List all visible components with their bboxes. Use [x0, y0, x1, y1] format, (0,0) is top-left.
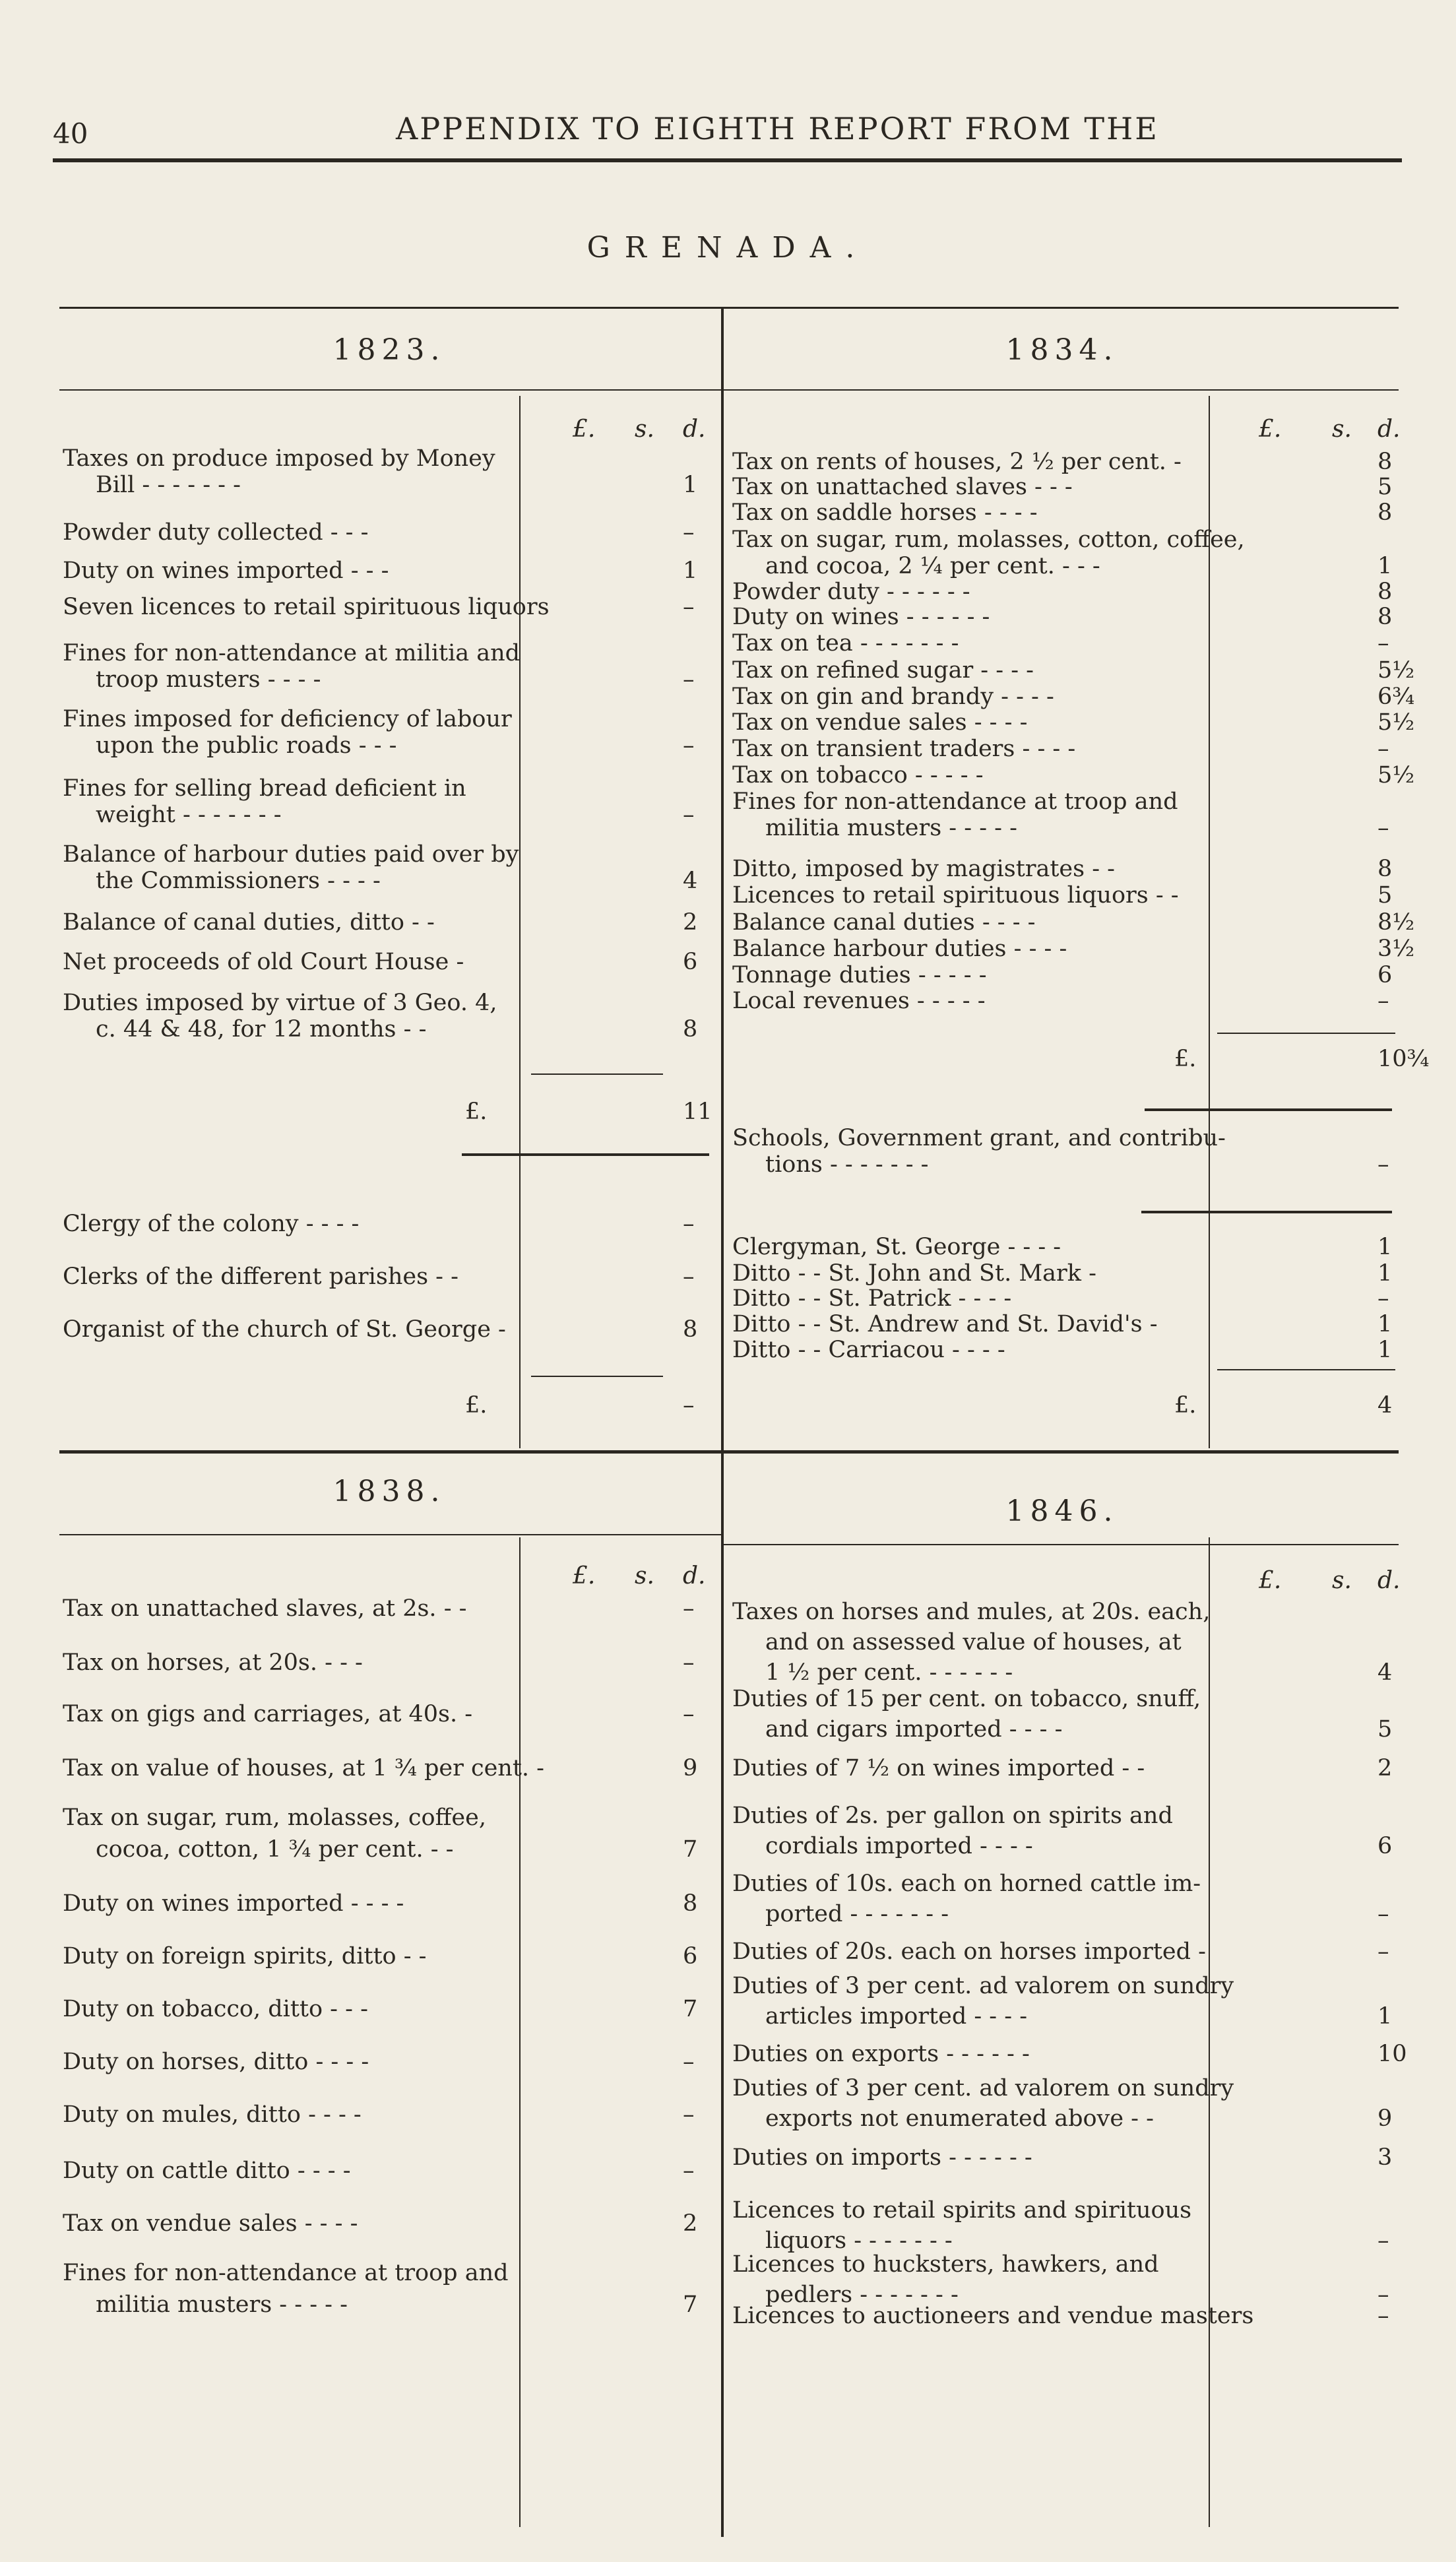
row-label: £.: [1174, 1392, 1197, 1419]
pence-value: –: [1377, 1901, 1389, 1927]
row-label: Tax on transient traders - - - -: [732, 736, 1076, 762]
pence-value: 8: [683, 1016, 698, 1042]
pence-value: –: [1377, 1285, 1389, 1312]
row-label: the Commissioners - - - -: [96, 868, 381, 894]
row-label: tions - - - - - - -: [765, 1151, 929, 1178]
pence-value: 8: [1377, 579, 1393, 605]
row-label: Clergy of the colony - - - -: [63, 1211, 360, 1237]
row-label: Tax on refined sugar - - - -: [732, 657, 1034, 684]
pence-value: –: [683, 802, 695, 828]
row-label: weight - - - - - - -: [96, 802, 282, 828]
divider-1823-amount: [519, 396, 521, 1448]
page-title: GRENADA.: [586, 231, 870, 265]
row-label: Clergyman, St. George - - - -: [732, 1234, 1061, 1260]
row-label: Tax on vendue sales - - - -: [732, 709, 1028, 736]
shillings-header: s.: [1332, 1567, 1352, 1594]
row-label: Taxes on produce imposed by Money: [63, 445, 495, 472]
row-label: Fines for selling bread deficient in: [63, 775, 466, 802]
rule-1823-section-break: [462, 1153, 709, 1156]
pence-value: –: [1377, 1151, 1389, 1178]
pence-value: –: [683, 2101, 695, 2128]
row-label: Organist of the church of St. George -: [63, 1316, 506, 1343]
row-label: Duties of 10s. each on horned cattle im-: [732, 1871, 1201, 1897]
row-label: upon the public roads - - -: [96, 732, 397, 759]
row-label: Fines for non-attendance at troop and: [63, 2260, 509, 2286]
pence-value: 7: [683, 2291, 698, 2318]
pence-value: 8: [683, 1890, 698, 1917]
pence-value: –: [683, 732, 695, 759]
pence-value: 1: [1377, 1234, 1393, 1260]
pence-value: 1: [1377, 1260, 1393, 1287]
pence-value: 8: [1377, 449, 1393, 475]
row-label: Schools, Government grant, and contribu-: [732, 1125, 1226, 1151]
row-label: Powder duty - - - - - -: [732, 579, 970, 605]
row-label: Duty on wines imported - - - -: [63, 1890, 404, 1917]
shillings-header: s.: [635, 416, 654, 443]
rule-1834-head: [724, 389, 1399, 391]
rule-1834-exp-total: [1217, 1369, 1395, 1370]
row-label: £.: [465, 1099, 488, 1125]
header-rule: [53, 158, 1402, 162]
pence-value: 9: [683, 1755, 698, 1781]
year-1846: 1846.: [1005, 1494, 1119, 1528]
row-label: and on assessed value of houses, at: [765, 1629, 1182, 1655]
pence-value: 4: [1377, 1659, 1393, 1686]
row-label: Ditto - - St. John and St. Mark -: [732, 1260, 1096, 1287]
divider-1846-amount: [1209, 1537, 1210, 2527]
row-label: cordials imported - - - -: [765, 1833, 1033, 1859]
year-1834: 1834.: [1005, 333, 1119, 367]
pence-value: 2: [683, 2210, 698, 2237]
pence-value: 8½: [1377, 909, 1415, 936]
pence-value: –: [1377, 815, 1389, 841]
pence-value: 7: [683, 1996, 698, 2022]
rule-1838-head: [59, 1534, 721, 1535]
table-top-rule: [59, 307, 1399, 309]
row-label: ported - - - - - - -: [765, 1901, 949, 1927]
rule-1834-schools-break: [1141, 1211, 1392, 1213]
running-title: APPENDIX TO EIGHTH REPORT FROM THE: [396, 111, 1159, 146]
row-label: Tax on sugar, rum, molasses, coffee,: [63, 1805, 486, 1831]
pence-value: 7: [683, 1836, 698, 1863]
pence-value: 4: [1377, 1392, 1393, 1419]
row-label: Duties of 20s. each on horses imported -: [732, 1938, 1206, 1965]
row-label: Tax on tea - - - - - - -: [732, 630, 959, 657]
row-label: liquors - - - - - - -: [765, 2227, 953, 2254]
pence-value: –: [1377, 630, 1389, 657]
pence-value: 1: [1377, 1337, 1393, 1363]
year-1838: 1838.: [332, 1475, 446, 1508]
pence-value: 5½: [1377, 657, 1415, 684]
pence-value: 4: [683, 868, 698, 894]
rule-1823-head: [59, 389, 721, 391]
pounds-header: £.: [573, 1562, 596, 1589]
pence-value: 8: [683, 1316, 698, 1343]
pounds-header: £.: [1259, 1567, 1282, 1594]
pence-value: –: [683, 2049, 695, 2075]
row-label: Tax on horses, at 20s. - - -: [63, 1649, 363, 1676]
row-label: Tax on unattached slaves - - -: [732, 474, 1073, 500]
row-label: Fines imposed for deficiency of labour: [63, 706, 512, 732]
rule-1823-exp-total: [531, 1376, 663, 1377]
row-label: Tax on sugar, rum, molasses, cotton, coffee,: [732, 527, 1245, 553]
row-label: Duties on imports - - - - - -: [732, 2144, 1032, 2171]
pence-value: 1: [683, 472, 698, 498]
pence-value: –: [683, 594, 695, 620]
pence-value: 10¾: [1377, 1046, 1430, 1072]
pounds-header: £.: [573, 416, 596, 443]
pence-value: 5½: [1377, 709, 1415, 736]
rule-1846-head: [724, 1544, 1399, 1545]
row-label: Duties imposed by virtue of 3 Geo. 4,: [63, 990, 497, 1016]
pence-value: 5: [1377, 882, 1393, 909]
pence-header: d.: [683, 416, 706, 443]
pence-value: 3½: [1377, 936, 1415, 962]
pence-value: –: [683, 666, 695, 693]
divider-1834-amount: [1209, 396, 1210, 1448]
pence-value: 6¾: [1377, 684, 1415, 710]
pence-value: 5: [1377, 474, 1393, 500]
pence-value: 3: [1377, 2144, 1393, 2171]
year-1823: 1823.: [332, 333, 446, 367]
row-label: Seven licences to retail spirituous liquors: [63, 594, 550, 620]
row-label: Tax on rents of houses, 2 ½ per cent. -: [732, 449, 1182, 475]
pence-value: 6: [1377, 1833, 1393, 1859]
pence-value: 10: [1377, 2041, 1407, 2067]
rule-1834-section-break: [1145, 1108, 1392, 1111]
pence-value: 8: [1377, 856, 1393, 882]
pence-value: 2: [1377, 1755, 1393, 1781]
pence-value: –: [683, 1701, 695, 1727]
row-label: £.: [465, 1392, 488, 1419]
row-label: Fines for non-attendance at troop and: [732, 788, 1178, 815]
row-label: Tax on vendue sales - - - -: [63, 2210, 358, 2237]
pence-value: 6: [683, 1943, 698, 1970]
pence-value: –: [683, 1211, 695, 1237]
row-label: Licences to auctioneers and vendue masters: [732, 2303, 1254, 2329]
pence-value: 8: [1377, 499, 1393, 526]
pence-value: 1: [1377, 1311, 1393, 1337]
row-label: militia musters - - - - -: [765, 815, 1017, 841]
row-label: Duty on tobacco, ditto - - -: [63, 1996, 368, 2022]
pence-header: d.: [1377, 1567, 1401, 1594]
row-label: Balance canal duties - - - -: [732, 909, 1036, 936]
pence-value: –: [1377, 736, 1389, 762]
row-label: Bill - - - - - - -: [96, 472, 241, 498]
row-label: exports not enumerated above - -: [765, 2105, 1154, 2132]
pence-value: 9: [1377, 2105, 1393, 2132]
row-label: Duties of 3 per cent. ad valorem on sundry: [732, 2075, 1234, 2101]
pence-value: –: [683, 519, 695, 546]
row-label: Ditto - - St. Patrick - - - -: [732, 1285, 1012, 1312]
row-label: and cocoa, 2 ¼ per cent. - - -: [765, 553, 1100, 579]
row-label: Tax on gigs and carriages, at 40s. -: [63, 1701, 473, 1727]
row-label: Duty on horses, ditto - - - -: [63, 2049, 369, 2075]
row-label: militia musters - - - - -: [96, 2291, 348, 2318]
pence-value: –: [1377, 2303, 1389, 2329]
row-label: Ditto - - St. Andrew and St. David's -: [732, 1311, 1158, 1337]
pence-value: –: [1377, 988, 1389, 1014]
row-label: Duty on mules, ditto - - - -: [63, 2101, 362, 2128]
pence-value: –: [683, 1649, 695, 1676]
pounds-header: £.: [1259, 416, 1282, 443]
row-label: Duties of 3 per cent. ad valorem on sundry: [732, 1973, 1234, 1999]
shillings-header: s.: [635, 1562, 654, 1589]
row-label: Licences to hucksters, hawkers, and: [732, 2251, 1159, 2278]
row-label: Ditto, imposed by magistrates - -: [732, 856, 1115, 882]
pence-value: 6: [683, 949, 698, 975]
row-label: Fines for non-attendance at militia and: [63, 640, 521, 666]
pence-value: 2: [683, 909, 698, 936]
pence-value: 1: [1377, 553, 1393, 579]
row-label: Duties on exports - - - - - -: [732, 2041, 1030, 2067]
rule-1823-revenue-total: [531, 1073, 663, 1075]
pence-value: 11: [683, 1099, 712, 1125]
pence-value: –: [683, 1392, 695, 1419]
row-label: 1 ½ per cent. - - - - - -: [765, 1659, 1013, 1686]
pence-value: 1: [1377, 2003, 1393, 2030]
pence-value: –: [683, 2158, 695, 2184]
pence-value: 8: [1377, 604, 1393, 630]
row-label: Taxes on horses and mules, at 20s. each,: [732, 1599, 1211, 1625]
row-label: Tax on gin and brandy - - - -: [732, 684, 1054, 710]
row-label: Duty on foreign spirits, ditto - -: [63, 1943, 427, 1970]
row-label: Tax on value of houses, at 1 ¾ per cent. -: [63, 1755, 544, 1781]
row-label: Tax on tobacco - - - - -: [732, 762, 984, 788]
row-label: articles imported - - - -: [765, 2003, 1028, 2030]
pence-value: –: [683, 1595, 695, 1622]
page-number: 40: [53, 117, 88, 150]
row-label: c. 44 & 48, for 12 months - -: [96, 1016, 427, 1042]
pence-header: d.: [683, 1562, 706, 1589]
row-label: Duties of 7 ½ on wines imported - -: [732, 1755, 1145, 1781]
pence-value: 1: [683, 558, 698, 584]
row-label: Tonnage duties - - - - -: [732, 962, 987, 988]
pence-value: 5: [1377, 1716, 1393, 1743]
pence-value: 5½: [1377, 762, 1415, 788]
row-label: Powder duty collected - - -: [63, 519, 369, 546]
row-label: Balance harbour duties - - - -: [732, 936, 1067, 962]
row-label: and cigars imported - - - -: [765, 1716, 1063, 1743]
table-mid-rule: [59, 1450, 1399, 1454]
pence-value: –: [1377, 1938, 1389, 1965]
row-label: £.: [1174, 1046, 1197, 1072]
shillings-header: s.: [1332, 416, 1352, 443]
row-label: Duties of 2s. per gallon on spirits and: [732, 1803, 1173, 1829]
row-label: cocoa, cotton, 1 ¾ per cent. - -: [96, 1836, 454, 1863]
row-label: Duty on wines imported - - -: [63, 558, 389, 584]
center-divider: [721, 307, 724, 2537]
pence-value: –: [1377, 2227, 1389, 2254]
row-label: Local revenues - - - - -: [732, 988, 986, 1014]
divider-1838-amount: [519, 1537, 521, 2527]
row-label: Licences to retail spirituous liquors - -: [732, 882, 1179, 909]
row-label: Duty on cattle ditto - - - -: [63, 2158, 351, 2184]
row-label: Duty on wines - - - - - -: [732, 604, 990, 630]
row-label: Net proceeds of old Court House -: [63, 949, 464, 975]
pence-value: 6: [1377, 962, 1393, 988]
rule-1834-revenue-total: [1217, 1033, 1395, 1034]
row-label: Tax on saddle horses - - - -: [732, 499, 1038, 526]
row-label: Tax on unattached slaves, at 2s. - -: [63, 1595, 467, 1622]
pence-header: d.: [1377, 416, 1401, 443]
row-label: Balance of canal duties, ditto - -: [63, 909, 435, 936]
row-label: Ditto - - Carriacou - - - -: [732, 1337, 1005, 1363]
row-label: Duties of 15 per cent. on tobacco, snuff,: [732, 1686, 1201, 1712]
row-label: Balance of harbour duties paid over by: [63, 841, 519, 868]
row-label: pedlers - - - - - - -: [765, 2282, 959, 2308]
pence-value: –: [683, 1264, 695, 1290]
row-label: troop musters - - - -: [96, 666, 321, 693]
row-label: Clerks of the different parishes - -: [63, 1264, 459, 1290]
row-label: Licences to retail spirits and spirituous: [732, 2197, 1192, 2224]
pence-value: –: [1377, 2282, 1389, 2308]
